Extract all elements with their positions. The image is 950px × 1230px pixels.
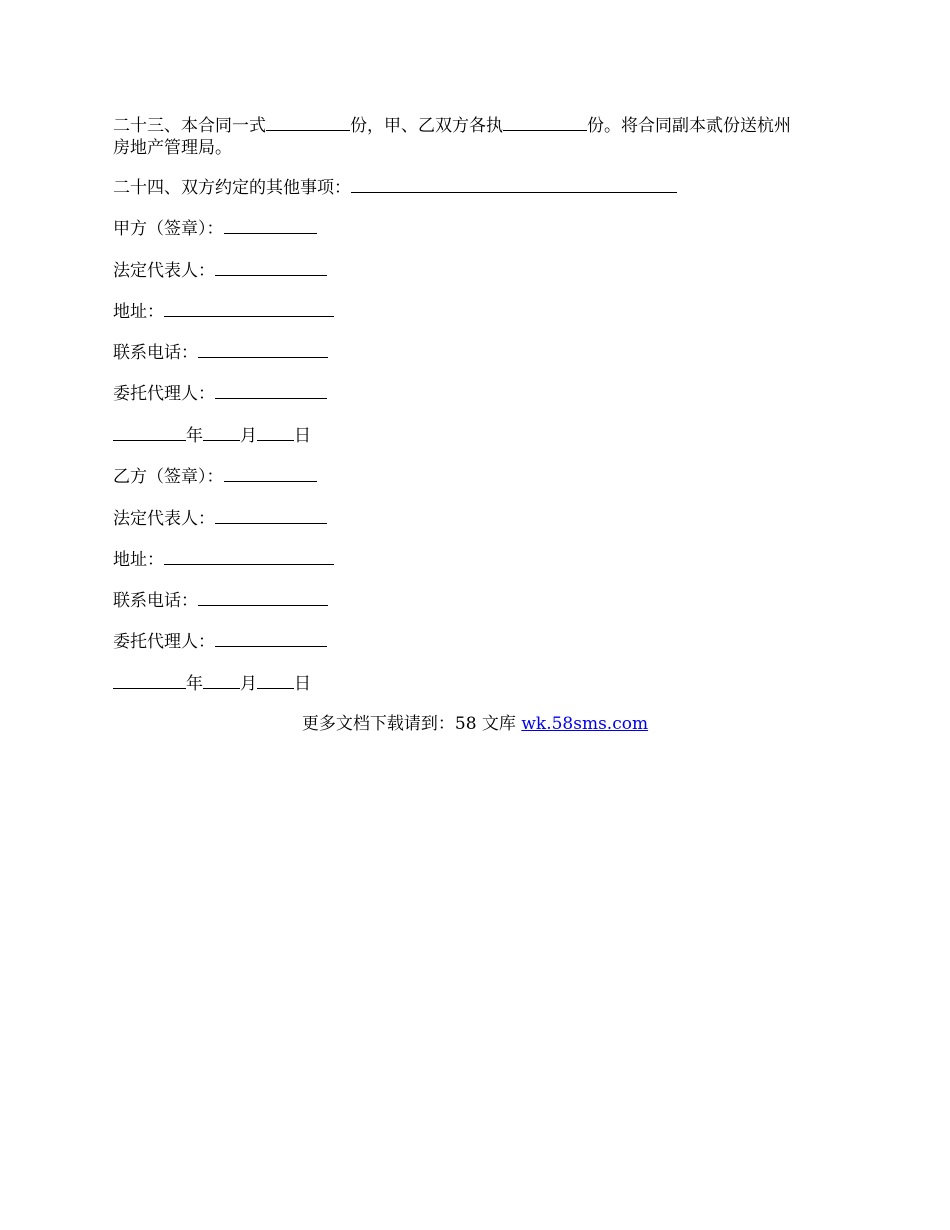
party-b-year-label: 年 bbox=[186, 674, 203, 694]
party-a-month-blank bbox=[203, 424, 240, 441]
party-a-agent-label: 委托代理人： bbox=[113, 384, 215, 404]
party-a-year-label: 年 bbox=[186, 426, 203, 446]
party-a-agent-line bbox=[113, 382, 327, 405]
party-b-seal-blank bbox=[224, 465, 317, 482]
party-b-representative-blank bbox=[215, 507, 327, 524]
clause-24-label: 二十四、双方约定的其他事项： bbox=[113, 178, 351, 198]
party-a-seal-blank bbox=[224, 217, 317, 234]
party-b-day-label: 日 bbox=[294, 674, 311, 694]
party-b-phone-blank bbox=[198, 589, 328, 606]
party-a-agent-blank bbox=[215, 382, 327, 399]
party-b-agent-line bbox=[113, 630, 327, 653]
footer-text: 更多文档下载请到：58 文库 bbox=[301, 714, 522, 734]
clause-24-line bbox=[113, 176, 677, 199]
party-a-day-blank bbox=[257, 424, 294, 441]
footer-link[interactable]: wk.58sms.com bbox=[521, 714, 649, 734]
party-b-address-label: 地址： bbox=[113, 550, 164, 570]
copies-each-blank bbox=[503, 114, 587, 131]
party-a-representative-label: 法定代表人： bbox=[113, 261, 215, 281]
party-a-year-blank bbox=[113, 424, 186, 441]
party-a-date-line bbox=[113, 424, 311, 447]
party-b-address-line bbox=[113, 548, 334, 571]
party-a-day-label: 日 bbox=[294, 426, 311, 446]
party-b-year-blank bbox=[113, 672, 186, 689]
other-matters-blank bbox=[351, 176, 677, 193]
party-a-phone-line bbox=[113, 341, 328, 364]
footer bbox=[0, 713, 950, 735]
party-b-representative-line bbox=[113, 507, 327, 530]
party-b-seal-line bbox=[113, 465, 317, 488]
party-a-phone-blank bbox=[198, 341, 328, 358]
party-b-agent-label: 委托代理人： bbox=[113, 632, 215, 652]
party-b-agent-blank bbox=[215, 630, 327, 647]
party-b-day-blank bbox=[257, 672, 294, 689]
party-b-date-line bbox=[113, 672, 311, 695]
clause-23-text-3: 份。将合同副本贰份送杭州 bbox=[587, 116, 791, 136]
clause-23-text-1: 二十三、本合同一式 bbox=[113, 116, 266, 136]
clause-23-line-1 bbox=[113, 114, 791, 137]
clause-23-text-2: 份，甲、乙双方各执 bbox=[350, 116, 503, 136]
party-b-seal-label: 乙方（签章）： bbox=[113, 467, 224, 487]
party-b-address-blank bbox=[164, 548, 334, 565]
party-a-month-label: 月 bbox=[240, 426, 257, 446]
party-a-representative-line bbox=[113, 259, 327, 282]
party-b-representative-label: 法定代表人： bbox=[113, 509, 215, 529]
party-b-month-blank bbox=[203, 672, 240, 689]
party-a-seal-label: 甲方（签章）： bbox=[113, 219, 224, 239]
party-b-phone-label: 联系电话： bbox=[113, 591, 198, 611]
party-a-address-line bbox=[113, 300, 334, 323]
party-a-phone-label: 联系电话： bbox=[113, 343, 198, 363]
copies-total-blank bbox=[266, 114, 350, 131]
clause-23-line-2: 房地产管理局。 bbox=[113, 138, 232, 158]
party-b-phone-line bbox=[113, 589, 328, 612]
party-a-representative-blank bbox=[215, 259, 327, 276]
party-a-seal-line bbox=[113, 217, 317, 240]
party-a-address-label: 地址： bbox=[113, 302, 164, 322]
party-b-month-label: 月 bbox=[240, 674, 257, 694]
party-a-address-blank bbox=[164, 300, 334, 317]
